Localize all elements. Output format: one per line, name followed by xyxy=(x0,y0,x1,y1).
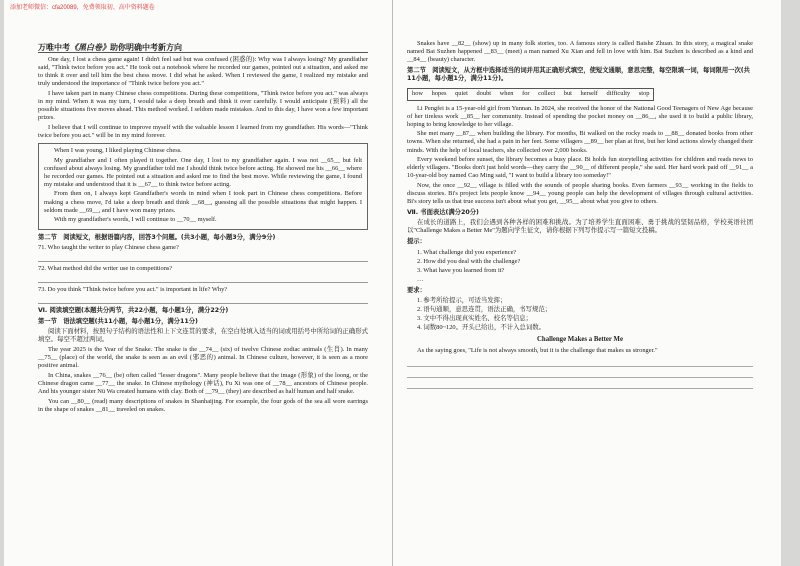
requirements-label: 要求： xyxy=(407,286,426,294)
essay-title: Challenge Makes a Better Me xyxy=(537,336,623,344)
hint-item: 1. What challenge did you experience? xyxy=(417,248,517,256)
part-heading: Ⅶ. 书面表达(满分20分) xyxy=(407,209,479,217)
summary-paragraph: From then on, I always kept Grandfather's words in mind when I took part in Chinese chess competitions. Before making a chess move, I'd take a deep breath and think __68__, guessing all the possible situations that might happen. I seldom made __69__, and I have won many prizes. xyxy=(44,190,362,214)
part-heading: Ⅵ. 阅读填空题(本题共分两节，共22小题，每小题1分，满分22分) xyxy=(38,307,229,315)
requirement-item: 4. 词数80~120。开头已给出，不计入总词数。 xyxy=(417,324,546,332)
left-page xyxy=(4,0,392,566)
header-rule xyxy=(38,52,368,53)
writing-line[interactable] xyxy=(407,378,753,389)
hint-item: 3. What have you learned from it? xyxy=(417,266,505,274)
essay-opening: As the saying goes, "Life is not always smooth, but it is the challenge that makes us stronger." xyxy=(417,346,658,354)
grammar-paragraph: Snakes have __82__ (show) up in many folk stories, too. A famous story is called Baishe Zhuan. In this story, a magical snake named Bai Suzhen happened __83__ (meet) a man named Xu Xian and fell in love with him. Bai Suzhen is described as a kind and __84__ (beauty) character. xyxy=(407,40,753,64)
summary-paragraph: My grandfather and I often played it together. One day, I lost to my grandfather again. I was not __65__ but felt confused about always losing. My grandfather told me I should think twice before acting. He showed me his __66__ where he recorded our games. He pointed out a situation and asked me to find the best move. While reviewing the game, I found my mistake and understood that it is __67__ to think twice before acting. xyxy=(44,156,362,188)
summary-box xyxy=(38,143,368,230)
header-brand: 《黑白卷》 xyxy=(70,43,110,52)
requirement-item: 2. 语句通顺，意思连贯，语法正确，书写规范； xyxy=(417,306,552,314)
question-72: 72. What method did the writer use in competitions? xyxy=(38,264,173,272)
grammar-paragraph: You can __80__ (read) many descriptions of snakes in Shanhaijing. For example, the four gods of the sea all wore earrings in the shape of snakes __81__ traveled on snakes. xyxy=(38,397,368,413)
summary-paragraph: With my grandfather's words, I will continue to __70__ myself. xyxy=(54,216,217,224)
hints-label: 提示： xyxy=(407,238,426,246)
header-prefix: 万唯中考 xyxy=(38,43,70,52)
section-heading: 第一节 语法填空题(共11小题，每小题1分，满分11分) xyxy=(38,318,198,326)
writing-line[interactable] xyxy=(407,367,753,378)
section-heading: 第二节 阅读短文，从方框中选择适当的词并用其正确形式填空，使短文通顺，意思完整，每空限填一词，每词限用一次(共11小题，每小题1分，满分11分)。 xyxy=(407,67,750,83)
hint-item: … xyxy=(417,275,424,283)
passage-paragraph: I have taken part in many Chinese chess competitions. During these competitions, "Think twice before you act." was always in my mind. When it was my turn, I would take a deep breath and think it over carefully. I would anticipate (预料) all the possible situations five moves ahead. This method worked. I seldom made mistakes. And to this day, I have won a few important prizes. xyxy=(38,89,368,122)
hint-item: 2. How did you deal with the challenge? xyxy=(417,257,521,265)
answer-line-71[interactable] xyxy=(38,252,368,262)
cloze-paragraph: Li Pengfei is a 15-year-old girl from Yunnan. In 2024, she received the honor of the National Good Teenagers of New Age because of her tireless work __85__ her community. Instead of spending the pocket money on __86__, she used it to build a public library, hoping to bring knowledge to her village. xyxy=(407,104,753,128)
summary-paragraph: When I was young, I liked playing Chinese chess. xyxy=(54,146,182,154)
answer-line-72[interactable] xyxy=(38,273,368,283)
cloze-paragraph: She met many __87__ when building the library. For months, Bi walked on the rocky roads to __88__ donated books from other towns. When she returned, she had a pain in her feet. Some villagers __89__ her plan at first, but her kind actions slowly changed their minds. With the help of local teachers, she collected over 2,000 books. xyxy=(407,130,753,154)
requirement-item: 3. 文中不得出现真实姓名、校名等信息； xyxy=(417,315,533,323)
promo-banner: 添加老师微信：cfa20089，免费领取初、高中资料题卷 xyxy=(10,5,155,11)
grammar-paragraph: In China, snakes __76__ (be) often called "lesser dragons". Many people believe that the image (形象) of the loong, or the Chinese dragon came __77__ the snake. In Chinese mythology (神话), Fu Xi was one of __78__ ancestors of Chinese people. And his younger sister Nü Wa created humans with clay. Both of __79__ (they) are described as half human and half snake. xyxy=(38,371,368,395)
grammar-paragraph: The year 2025 is the Year of the Snake. The snake is the __74__ (six) of twelve Chinese zodiac animals (生肖). In many __75__ (place) of the world, the snake is seen as an evil (邪恶的) animal. In Chinese culture, however, it is seen as a more positive animal. xyxy=(38,346,368,370)
requirement-item: 1. 参考所给提示，可适当发挥； xyxy=(417,297,507,305)
word-bank-box: how hopes quiet doubt when for collect but herself difficulty stop xyxy=(407,88,654,100)
writing-line[interactable] xyxy=(407,356,753,367)
left-column xyxy=(38,56,368,415)
right-column xyxy=(407,40,753,389)
passage-paragraph: One day, I lost a chess game again! I didn't feel sad but was confused (困惑的): Why was I always losing? My grandfather said, "Think twice before you act." He took out a notebook where he recorded our games, pointed out a situation, and asked me to think it over and tell him the best chess move. I did what he asked. When I reviewed the game, I realized my mistake and truly understood the importance of "Think twice before you act." xyxy=(38,56,368,88)
writing-task: 在成长的道路上，我们会遇到各种各样的困难和挑战。为了培养学生直面困难、勇于挑战的坚韧品格，学校英语社团以"Challenge Makes a Better Me"为题向学生征文，请你根据下列写作提示写一篇短文投稿。 xyxy=(407,219,753,235)
section-heading: 第二节 阅读短文，根据语篇内容，回答3个问题。(共3小题，每小题3分，满分9分) xyxy=(38,233,276,241)
answer-line-73[interactable] xyxy=(38,294,368,304)
header-suffix: 助你明确中考新方向 xyxy=(110,43,182,52)
passage-paragraph: I believe that I will continue to improve myself with the valuable lesson I learned from my grandfather. His words—"Think twice before you act." will be in my mind forever. xyxy=(38,123,368,139)
section-instruction: 阅读下面材料，按照句子结构的语法性和上下文连贯的要求，在空白处填入适当的词或用括号中所给词的正确形式填空。每空不超过两词。 xyxy=(38,328,368,344)
question-71: 71. Who taught the writer to play Chinese chess game? xyxy=(38,243,179,251)
cloze-paragraph: Every weekend before sunset, the library becomes a busy place. Bi holds fun storytelling activities for children and reads news to elderly villagers. "Books don't just hold words—they carry the __90__ of different people," she said. Her hard work paid off __91__ a 10-year-old boy named Cao Ming said, "I want to build a library too someday!" xyxy=(407,156,753,180)
question-73: 73. Do you think "Think twice before you act." is important in life? Why? xyxy=(38,286,228,294)
right-page xyxy=(392,0,781,566)
cloze-paragraph: Now, the once __92__ village is filled with the sounds of people sharing books. Even farmers __93__ working in the fields to discuss stories. Bi's project lets people know __94__ young people can help the development of villages through cultural activities. Bi's story tells us that true success isn't about what you get, __95__ about what you give to others. xyxy=(407,181,753,206)
